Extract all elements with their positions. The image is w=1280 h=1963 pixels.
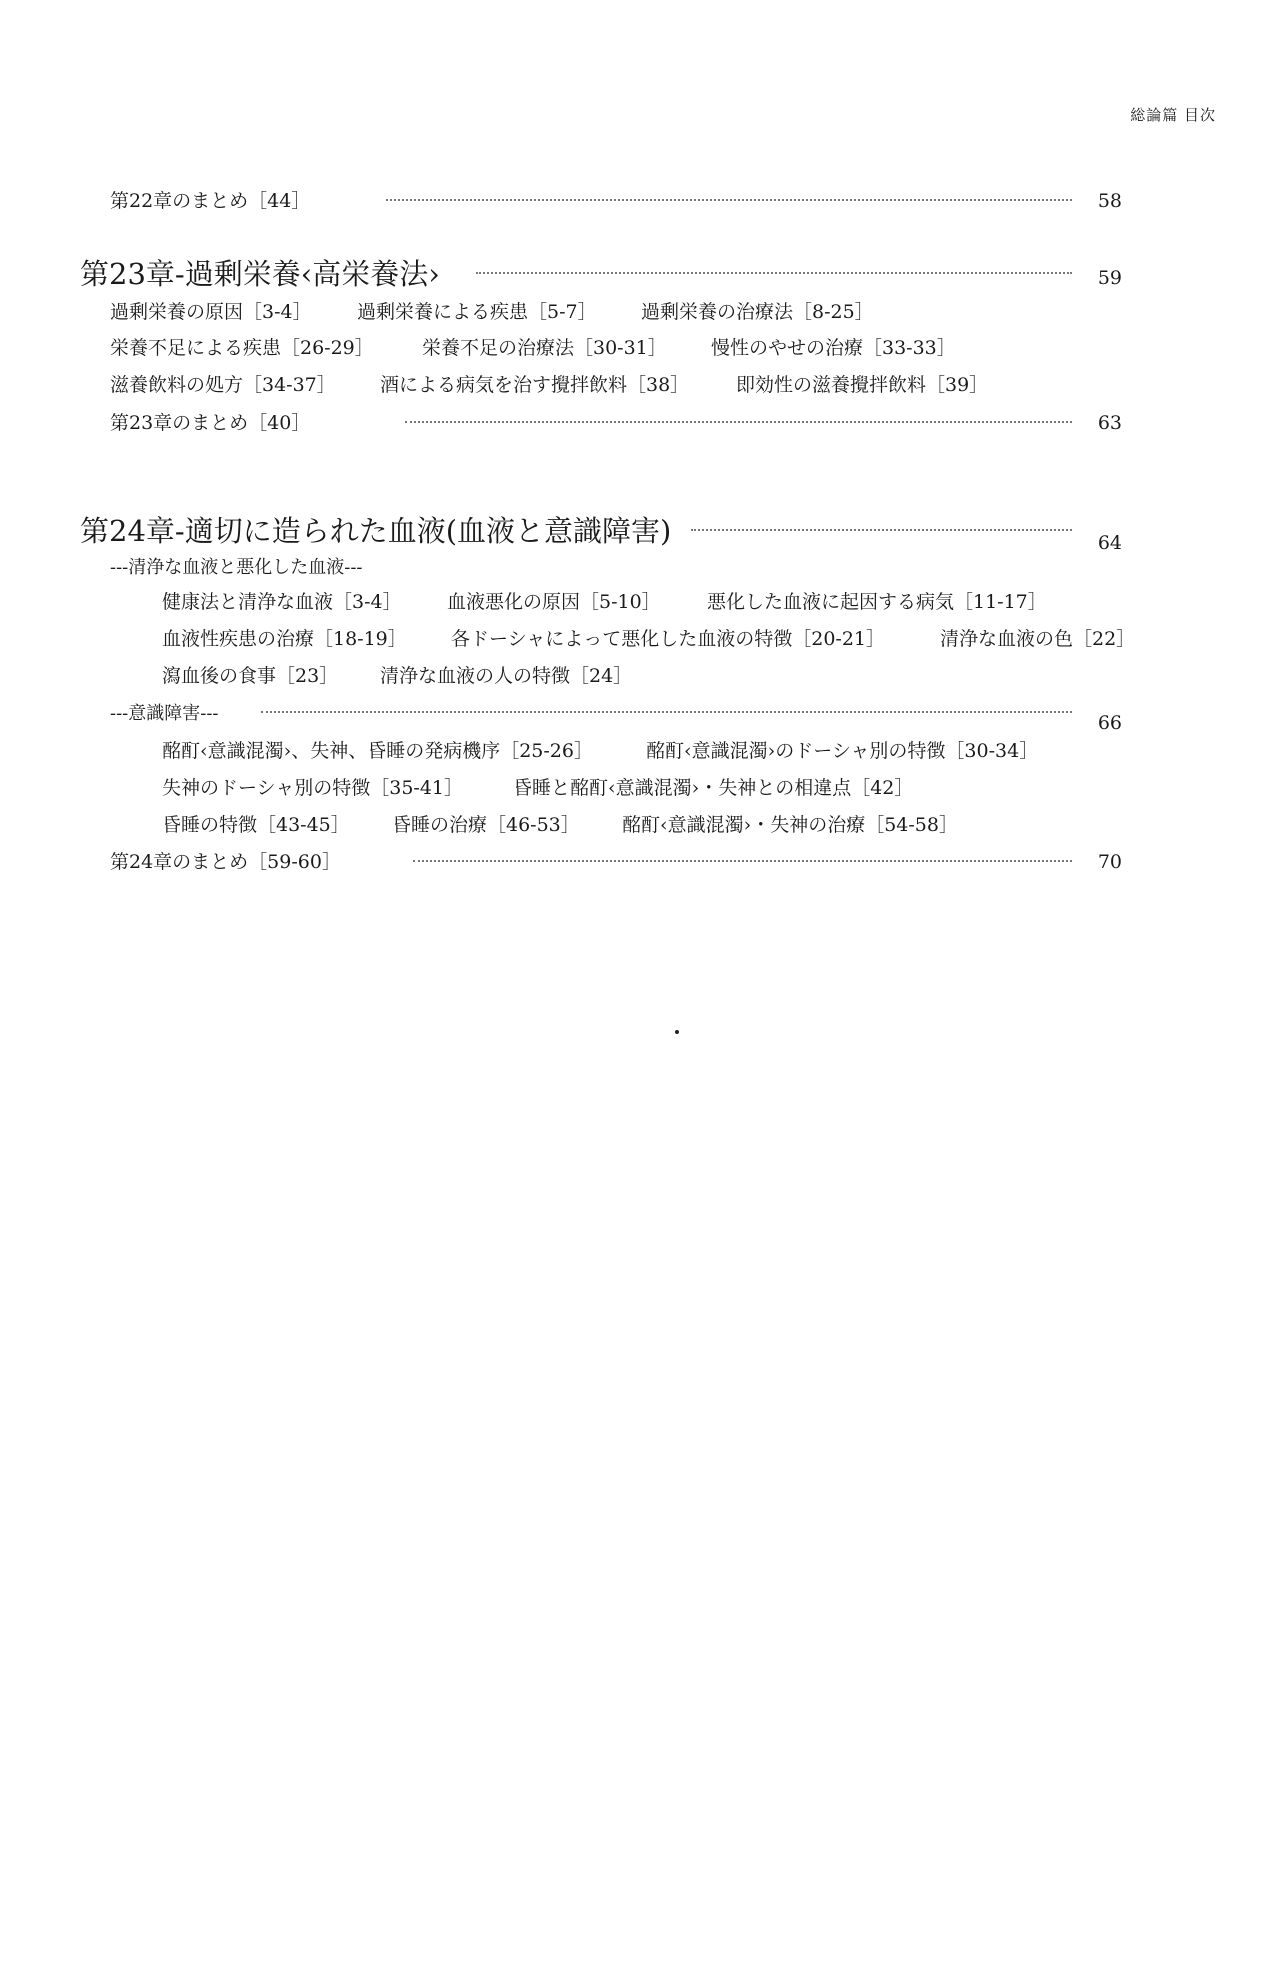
toc-item[interactable]: 酩酊‹意識混濁›・失神の治療［54-58］ [622, 814, 958, 836]
page-number: 70 [1097, 851, 1122, 873]
toc-item[interactable]: 悪化した血液に起因する病気［11-17］ [707, 591, 1047, 613]
toc-item[interactable]: 過剰栄養による疾患［5-7］ [357, 301, 597, 323]
dot-leader [405, 421, 1072, 423]
page-number: 59 [1097, 267, 1122, 289]
toc-entry-ch24-title[interactable] [80, 509, 1122, 554]
running-header: 総論篇 目次 [1130, 106, 1216, 124]
toc-item[interactable]: 清浄な血液の色［22］ [940, 628, 1136, 650]
chapter-title: 第24章-適切に造られた血液(血液と意識障害) [80, 514, 672, 548]
page-number: 64 [1097, 532, 1122, 554]
toc-item[interactable]: 血液性疾患の治療［18-19］ [162, 628, 407, 650]
toc-entry-ch23-title[interactable] [80, 252, 1122, 293]
toc-item[interactable]: 栄養不足による疾患［26-29］ [110, 337, 374, 359]
toc-entry-ch22-summary[interactable] [110, 186, 1122, 213]
scan-speck [675, 1030, 679, 1034]
toc-entry-ch23-summary[interactable] [110, 408, 1122, 435]
toc-item[interactable]: 酩酊‹意識混濁›、失神、昏睡の発病機序［25-26］ [162, 740, 593, 762]
toc-item[interactable]: 健康法と清浄な血液［3-4］ [162, 591, 402, 613]
entry-label: 第23章のまとめ［40］ [110, 412, 311, 434]
dot-leader [413, 860, 1072, 862]
chapter-title: 第23章-過剰栄養‹高栄養法› [80, 257, 440, 291]
subsection-heading: ---清浄な血液と悪化した血液--- [110, 557, 363, 578]
toc-item[interactable]: 即効性の滋養攪拌飲料［39］ [736, 374, 989, 396]
subsection-heading: ---意識障害--- [110, 703, 219, 724]
entry-label: 第24章のまとめ［59-60］ [110, 851, 341, 873]
toc-item[interactable]: 血液悪化の原因［5-10］ [447, 591, 661, 613]
toc-entry-ch24-sub2[interactable] [110, 699, 1122, 734]
dot-leader [476, 272, 1072, 274]
toc-item[interactable]: 昏睡の治療［46-53］ [392, 814, 580, 836]
toc-item[interactable]: 慢性のやせの治療［33-33］ [711, 337, 956, 359]
toc-item[interactable]: 各ドーシャによって悪化した血液の特徴［20-21］ [451, 628, 886, 650]
toc-item[interactable]: 瀉血後の食事［23］ [162, 665, 339, 687]
toc-item[interactable]: 栄養不足の治療法［30-31］ [422, 337, 667, 359]
page-number: 63 [1097, 412, 1122, 434]
dot-leader [386, 199, 1072, 201]
page-number: 66 [1097, 712, 1122, 734]
dot-leader [261, 711, 1073, 713]
toc-item[interactable]: 酒による病気を治す攪拌飲料［38］ [380, 374, 690, 396]
toc-item[interactable]: 酩酊‹意識混濁›のドーシャ別の特徴［30-34］ [646, 740, 1039, 762]
toc-item[interactable]: 昏睡の特徴［43-45］ [162, 814, 350, 836]
toc-entry-ch24-summary[interactable] [110, 847, 1122, 874]
page-number: 58 [1097, 190, 1122, 212]
toc-item[interactable]: 清浄な血液の人の特徴［24］ [380, 665, 633, 687]
entry-label: 第22章のまとめ［44］ [110, 190, 311, 212]
dot-leader [691, 529, 1072, 531]
toc-item[interactable]: 滋養飲料の処方［34-37］ [110, 374, 336, 396]
toc-item[interactable]: 失神のドーシャ別の特徴［35-41］ [162, 777, 464, 799]
toc-item[interactable]: 過剰栄養の治療法［8-25］ [641, 301, 874, 323]
toc-item[interactable]: 昏睡と酩酊‹意識混濁›・失神との相違点［42］ [513, 777, 914, 799]
toc-item[interactable]: 過剰栄養の原因［3-4］ [110, 301, 312, 323]
